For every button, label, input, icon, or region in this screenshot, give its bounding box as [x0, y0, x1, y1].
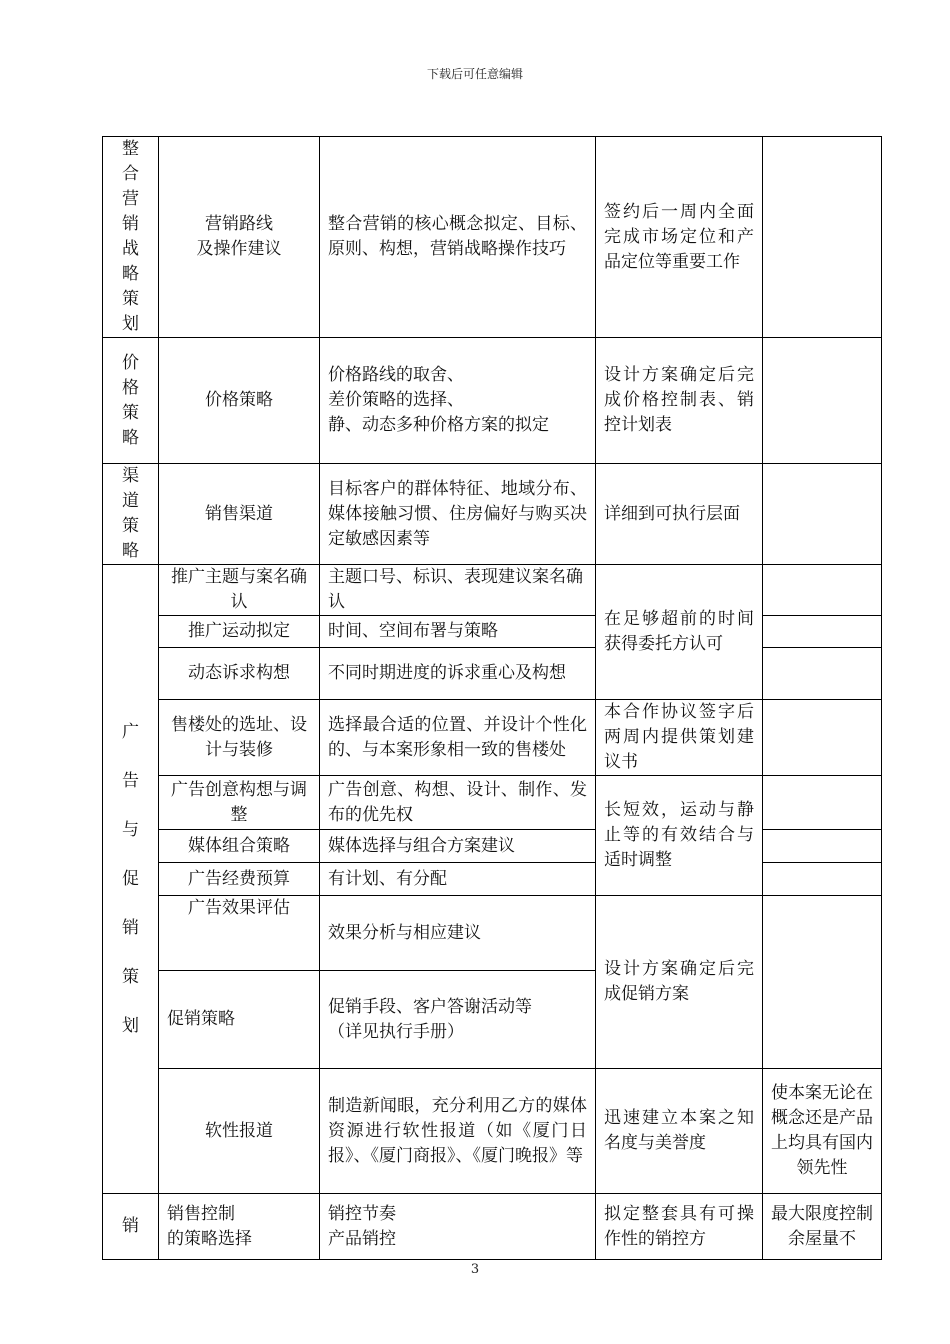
note-cell	[763, 776, 882, 830]
item-cell: 推广运动拟定	[159, 616, 320, 648]
time-cell: 在足够超前的时间获得委托方认可	[596, 565, 763, 700]
note-cell	[763, 830, 882, 863]
description-cell: 效果分析与相应建议	[320, 896, 596, 971]
description-cell: 销控节奏 产品销控	[320, 1194, 596, 1260]
time-cell: 详细到可执行层面	[596, 464, 763, 565]
description-cell: 制造新闻眼，充分利用乙方的媒体资源进行软性报道（如《厦门日报》、《厦门商报》、《厦门晚报》等	[320, 1069, 596, 1194]
table-row	[103, 1069, 882, 1194]
category-cell: 整合营销战略策划	[103, 137, 159, 338]
marketing-plan-table	[102, 136, 882, 1260]
time-cell: 拟定整套具有可操作性的销控方	[596, 1194, 763, 1260]
description-cell: 有计划、有分配	[320, 863, 596, 896]
item-cell: 软性报道	[159, 1069, 320, 1194]
note-cell	[763, 700, 882, 776]
item-cell: 销售控制 的策略选择	[159, 1194, 320, 1260]
page-header: 下载后可任意编辑	[426, 67, 523, 81]
note-cell	[763, 464, 882, 565]
table-row	[103, 616, 882, 648]
note-cell: 最大限度控制余屋量不	[763, 1194, 882, 1260]
time-cell: 本合作协议签字后两周内提供策划建议书	[596, 700, 763, 776]
category-cell: 价格策略	[103, 338, 159, 464]
note-cell: 使本案无论在概念还是产品上均具有国内领先性	[763, 1069, 882, 1194]
item-cell: 促销策略	[159, 971, 320, 1069]
item-cell: 广告经费预算	[159, 863, 320, 896]
description-cell: 整合营销的核心概念拟定、目标、原则、构想，营销战略操作技巧	[320, 137, 596, 338]
item-cell: 广告效果评估	[159, 896, 320, 971]
description-cell: 主题口号、标识、表现建议案名确认	[320, 565, 596, 616]
item-cell: 媒体组合策略	[159, 830, 320, 863]
table-row	[103, 1194, 882, 1260]
note-cell	[763, 137, 882, 338]
note-cell	[763, 338, 882, 464]
note-cell	[763, 648, 882, 700]
item-cell: 推广主题与案名确认	[159, 565, 320, 616]
note-cell	[763, 565, 882, 616]
time-cell: 设计方案确定后完成价格控制表、销控计划表	[596, 338, 763, 464]
time-cell: 长短效，运动与静止等的有效结合与适时调整	[596, 776, 763, 896]
table-row	[103, 648, 882, 700]
table-row	[103, 776, 882, 830]
item-cell: 销售渠道	[159, 464, 320, 565]
page-number: 3	[470, 1262, 480, 1277]
note-cell	[763, 896, 882, 1069]
description-cell: 价格路线的取舍、 差价策略的选择、 静、动态多种价格方案的拟定	[320, 338, 596, 464]
category-cell: 广告与促销策划	[103, 565, 159, 1194]
description-cell: 选择最合适的位置、并设计个性化的、与本案形象相一致的售楼处	[320, 700, 596, 776]
table-row	[103, 700, 882, 776]
time-cell: 迅速建立本案之知名度与美誉度	[596, 1069, 763, 1194]
table-row	[103, 830, 882, 863]
table-row	[103, 565, 882, 616]
table-row	[103, 863, 882, 896]
table-row	[103, 338, 882, 464]
item-cell: 广告创意构想与调整	[159, 776, 320, 830]
table-row	[103, 137, 882, 338]
time-cell: 设计方案确定后完成促销方案	[596, 896, 763, 1069]
time-cell: 签约后一周内全面完成市场定位和产品定位等重要工作	[596, 137, 763, 338]
category-cell: 销	[103, 1194, 159, 1260]
description-cell: 促销手段、客户答谢活动等 （详见执行手册）	[320, 971, 596, 1069]
description-cell: 目标客户的群体特征、地域分布、媒体接触习惯、住房偏好与购买决定敏感因素等	[320, 464, 596, 565]
item-cell: 动态诉求构想	[159, 648, 320, 700]
category-cell: 渠道策略	[103, 464, 159, 565]
item-cell: 售楼处的选址、设计与装修	[159, 700, 320, 776]
note-cell	[763, 616, 882, 648]
description-cell: 媒体选择与组合方案建议	[320, 830, 596, 863]
description-cell: 广告创意、构想、设计、制作、发布的优先权	[320, 776, 596, 830]
table-row	[103, 464, 882, 565]
note-cell	[763, 863, 882, 896]
description-cell: 时间、空间布署与策略	[320, 616, 596, 648]
item-cell: 价格策略	[159, 338, 320, 464]
description-cell: 不同时期进度的诉求重心及构想	[320, 648, 596, 700]
item-cell: 营销路线 及操作建议	[159, 137, 320, 338]
table-row	[103, 896, 882, 971]
